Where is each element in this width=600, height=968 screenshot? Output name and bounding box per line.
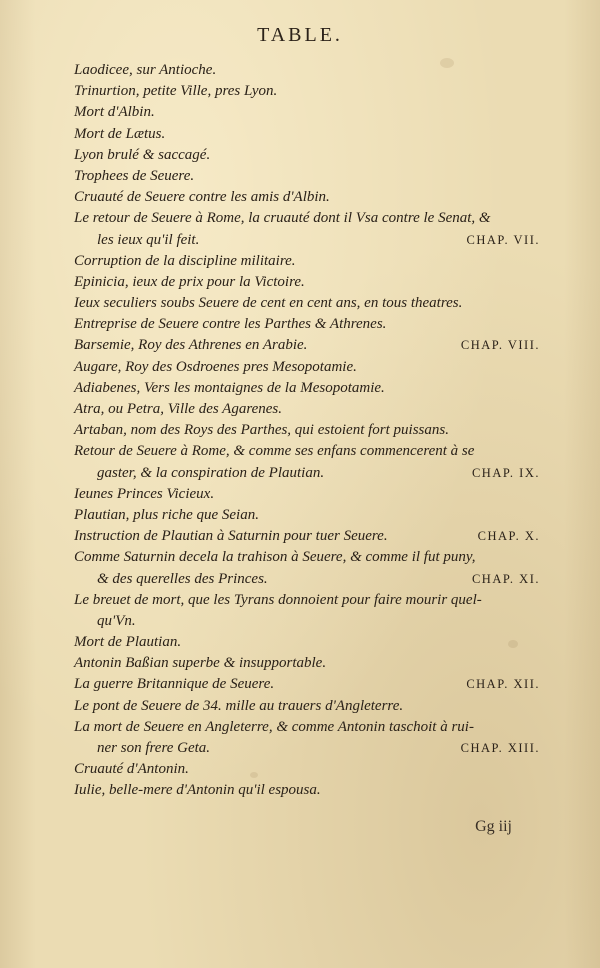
index-entry [0,335,600,356]
entry-text: Entreprise de Seuere contre les Parthes & Athrenes. [74,316,387,333]
entry-text: qu'Vn. [97,612,136,629]
index-entry [0,441,600,462]
entry-text: Instruction de Plautian à Saturnin pour tuer Seuere. [74,528,388,545]
entry-text: Ieunes Princes Vicieux. [74,485,215,502]
index-entry [0,399,600,420]
entry-text: Epinicia, ieux de prix pour la Victoire. [74,273,305,290]
index-entry [0,569,600,590]
entry-text: les ieux qu'il feit. [97,231,200,248]
index-entry [0,717,600,738]
index-entry [0,632,600,653]
index-entry [0,187,600,208]
chapter-label: CHAP. VIII. [460,338,540,353]
chapter-label: CHAP. XI. [471,571,540,586]
entry-text: Trinurtion, petite Ville, pres Lyon. [74,83,278,100]
index-entry [0,484,600,505]
entry-text: Le breuet de mort, que les Tyrans donnoient pour faire mourir quel- [74,591,482,608]
entry-text: La guerre Britannique de Seuere. [74,676,275,693]
index-entry [0,505,600,526]
index-entry [0,526,600,547]
chapter-label: CHAP. XII. [466,677,540,692]
entry-text: Cruauté d'Antonin. [74,761,189,778]
entry-text: Ieux seculiers soubs Seuere de cent en cent ans, en tous theatres. [74,295,463,312]
entry-text: Trophees de Seuere. [74,167,195,184]
entry-text: Artaban, nom des Roys des Parthes, qui estoient fort puissans. [74,422,449,439]
index-entry [0,590,600,611]
chapter-label: CHAP. X. [477,529,540,544]
entry-text: gaster, & la conspiration de Plautian. [97,464,325,481]
entry-text: Mort de Plautian. [74,634,182,651]
entry-text: Augare, Roy des Osdroenes pres Mesopotamie. [74,358,357,375]
entry-text: Adiabenes, Vers les montaignes de la Mesopotamie. [74,379,385,396]
index-entry [0,124,600,145]
index-entry [0,611,600,632]
table-entries [0,60,600,802]
entry-text: Mort d'Albin. [74,104,155,121]
entry-text: Cruauté de Seuere contre les amis d'Albin. [74,189,330,206]
entry-text: La mort de Seuere en Angleterre, & comme Antonin taschoit à rui- [74,718,474,735]
index-entry [0,420,600,441]
entry-text: Iulie, belle-mere d'Antonin qu'il espousa. [74,782,321,799]
index-entry [0,81,600,102]
index-entry [0,547,600,568]
entry-text: Laodicee, sur Antioche. [74,62,217,78]
entry-text: Le pont de Seuere de 34. mille au trauers d'Angleterre. [74,697,404,714]
index-entry [0,272,600,293]
index-entry [0,60,600,81]
index-entry [0,145,600,166]
index-entry [0,653,600,674]
entry-text: Corruption de la discipline militaire. [74,252,296,269]
entry-text: Retour de Seuere à Rome, & comme ses enfans commencerent à se [74,443,475,460]
index-entry [0,208,600,229]
entry-text: Barsemie, Roy des Athrenes en Arabie. [74,337,308,354]
entry-text: & des querelles des Princes. [97,570,268,587]
index-entry [0,738,600,759]
entry-text: Le retour de Seuere à Rome, la cruauté dont il Vsa contre le Senat, & [74,210,491,227]
index-entry [0,314,600,335]
index-entry [0,230,600,251]
chapter-label: CHAP. IX. [471,465,540,480]
entry-text: Comme Saturnin decela la trahison à Seuere, & comme il fut puny, [74,549,476,566]
entry-text: Plautian, plus riche que Seian. [74,506,259,523]
entry-text: Lyon brulé & saccagé. [74,146,211,163]
entry-text: ner son frere Geta. [97,740,211,756]
chapter-label: CHAP. XIII. [460,741,540,755]
index-entry [0,759,600,780]
index-entry [0,780,600,801]
index-entry [0,293,600,314]
index-entry [0,357,600,378]
page-signature: Gg iij [475,818,512,835]
index-entry [0,102,600,123]
index-entry [0,251,600,272]
index-entry [0,674,600,695]
running-head: TABLE. [257,24,343,46]
entry-text: Mort de Lætus. [74,125,166,142]
chapter-label: CHAP. VII. [466,232,540,247]
index-entry [0,378,600,399]
entry-text: Atra, ou Petra, Ville des Agarenes. [74,401,283,417]
index-entry [0,463,600,484]
index-entry [0,696,600,717]
entry-text: Antonin Baßian superbe & insupportable. [74,655,327,672]
index-entry [0,166,600,187]
